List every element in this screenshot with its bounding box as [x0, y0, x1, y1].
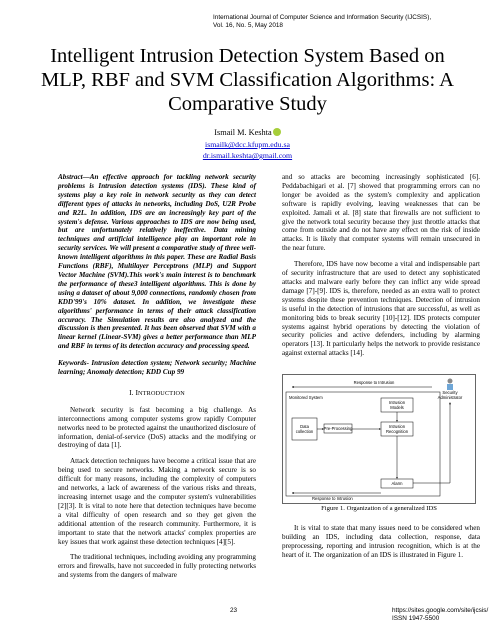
- right-paragraph-3: It is vital to state that many issues need to be considered when building an IDS, including data collection, response, data preprocessing, reporting and intrusion recognition, which is at the heart of it. The organization of an IDS is illustrated in Figure 1.: [282, 524, 480, 559]
- label-administrator: Administrator: [437, 395, 463, 400]
- label-models-1: Intrusion: [388, 400, 406, 405]
- section-title-first: I: [135, 387, 138, 397]
- label-preprocessing: Pre-Processing: [323, 426, 353, 431]
- arrow-alarm-to-admin: [413, 403, 450, 484]
- footer-info: [392, 607, 488, 623]
- orcid-icon[interactable]: [273, 128, 281, 136]
- label-data: Data: [300, 424, 309, 429]
- section-title-rest: NTRODUCTION: [137, 389, 185, 397]
- right-paragraph-2: Therefore, IDS have now become a vital and indispensable part of security infrastructure that are used to detect any sophisticated attacks and malware early before they can inflict any wide spread damage [7]-[9]. IDS is, therefore, needed as an extra wall to protect systems despite these prevention techniques. Detection of intrusion is useful in the detection of intrusions that are successful, as well as monitoring bids to break security [10]-[12]. IDS protects computer systems against hybrid operations by detecting the violation of security policies and active defenders, including by alarming operators [13]. It particularly helps the network to provide resistance against external attacks [14].: [282, 260, 480, 358]
- monitored-system-box: [286, 392, 440, 496]
- intro-paragraph-3: The traditional techniques, including avoiding any programming errors and firewalls, have not succeeded in fully protecting networks and systems from the dangers of malware: [58, 553, 256, 580]
- title-line-3: Comparative Study: [168, 93, 327, 115]
- footer-issn: ISSN 1947-5500: [392, 615, 440, 622]
- left-column: [58, 173, 256, 587]
- label-response-bottom: Response to Intrusion: [312, 496, 353, 501]
- footer-url[interactable]: https://sites.google.com/site/ijcsis/: [392, 607, 489, 614]
- journal-name: International Journal of Computer Science and Information Security (IJCSIS),: [213, 14, 432, 21]
- label-monitored: Monitored System: [289, 395, 323, 400]
- title-line-1: Intelligent Intrusion Detection System Based on: [50, 45, 445, 67]
- page-number: 23: [230, 607, 238, 614]
- keywords: Keywords- Intrusion detection system; Network security; Machine learning; Anomaly detection; KDD Cup 99: [58, 359, 256, 377]
- intro-paragraph-2: Attack detection techniques have become a critical issue that are being used to secure networks. Making a network secure is so difficult for many reasons, including the complexity of computers and networks, a lack of awareness of the various risks and threats, increasing internet usage and the computer system's vulnerabilities [2][3]. It is vital to note here that detection techniques have become a vital difficulty of open research and so they get given the additional attention of the research community. Furthermore, it is important to state that the network attacks' complex properties are key issues that work against these detection techniques [4][5].: [58, 457, 256, 546]
- label-recognition-1: Intrusion: [388, 424, 406, 429]
- figure-caption: Figure 1. Organization of a generalized IDS: [321, 505, 437, 512]
- abstract: Abstract—An effective approach for tackling network security problems is Intrusion detection systems (IDS). These kind of systems play a key role in network security as they can detect different types of attacks in networks, including DoS, U2R Probe and R2L. In addition, IDS are an increasingly key part of the system's defense. Various approaches to IDS are now being used, but are unfortunately relatively ineffective. Data mining techniques and artificial intelligence play an important role in security services. We will present a comparative study of three well-known intelligent algorithms in this paper. These are Radial Basis Functions (RBF), Multilayer Perceptrons (MLP) and Support Vector Machine (SVM).This work's main interest is to benchmark the performance of these3 intelligent algorithms. This is done by using a dataset of about 9,000 connections, randomly chosen from KDD'99's 10% dataset. In addition, we investigate these algorithms' performance in terms of their attack classification accuracy. The Simulation results are also analyzed and the discussion is then presented. It has been observed that SVM with a linear kernel (Linear-SVM) gives a better performance than MLP and RBF in terms of its detection accuracy and processing speed.: [58, 173, 256, 351]
- right-paragraph-1: and so attacks are becoming increasingly sophisticated [6]. Peddabachigari et al. [7] showed that programming errors can no longer be avoided as the system's complexity and application software is rapidly evolving, leaving weaknesses that can be exploited. Jamali et al. [8] state that firewalls are not sufficient to give the network total security because they just throttle attacks that come from outside and do not have any effect on the risk of inside attacks. It is likely that computer systems will remain unsecured in the near future.: [282, 173, 480, 253]
- journal-issue: Vol. 16, No. 5, May 2018: [213, 22, 283, 29]
- right-column-lower: [282, 524, 480, 567]
- journal-header: [213, 14, 431, 30]
- right-column: [282, 173, 480, 365]
- label-models-2: Models: [390, 405, 404, 410]
- figure-1: [282, 374, 476, 504]
- label-security: Security: [442, 390, 458, 395]
- ids-diagram: [282, 374, 476, 504]
- author-name: Ismail M. Keshta: [214, 128, 272, 137]
- label-response-top: Response to Intrusion: [353, 380, 395, 385]
- intro-paragraph-1: Network security is fast becoming a big challenge. As interconnections among computer systems grow rapidly Computer networks need to be protected against the unauthorized disclosure of information, denial-of-service (DoS) attacks and the modifying or destroying of data [1].: [58, 405, 256, 450]
- author-email-2[interactable]: dr.ismail.keshta@gmail.com: [202, 151, 293, 160]
- section-heading: [58, 389, 256, 399]
- title-line-2: MLP, RBF and SVM Classification Algorithms: A: [41, 69, 454, 91]
- label-recognition-2: Recognition: [385, 429, 409, 434]
- section-number: I.: [129, 387, 134, 397]
- author-block: [0, 128, 495, 138]
- author-email-1[interactable]: ismailk@dcc.kfupm.edu.sa: [205, 140, 290, 149]
- paper-title: [30, 44, 465, 116]
- label-collection: collection: [295, 429, 314, 434]
- security-admin-icon: [447, 379, 453, 391]
- label-alarm: Alarm: [391, 481, 403, 486]
